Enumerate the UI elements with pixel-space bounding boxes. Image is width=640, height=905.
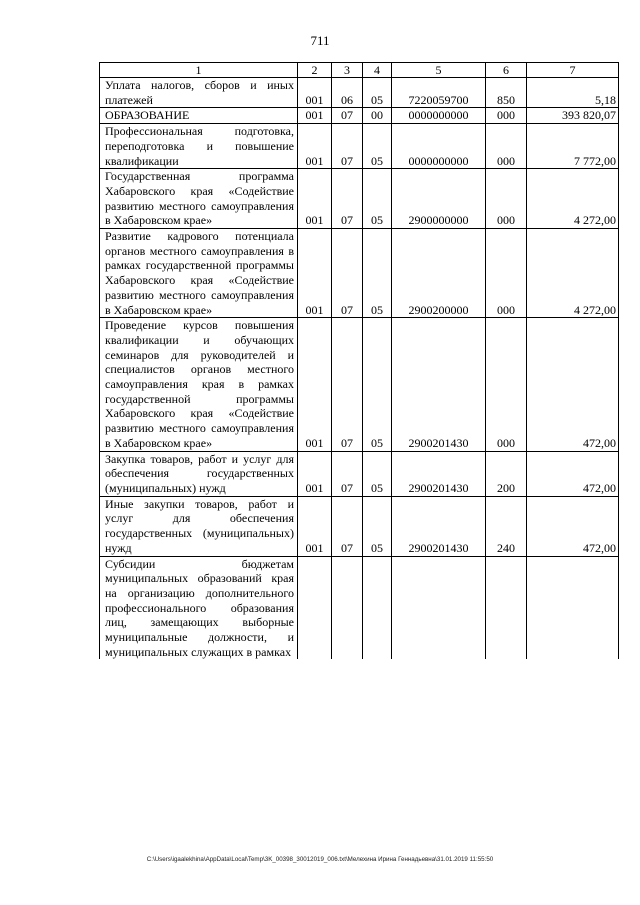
row-amount: 5,18 (527, 78, 619, 108)
header-cell: 2 (298, 63, 332, 78)
row-section: 07 (332, 229, 363, 318)
file-path-footer: C:\Users\igaalekhina\AppData\Local\Temp\3K_00398_30012019_006.txt\Мелехина Ирина Геннадьевна\31.01.2019 11:55:50 (146, 856, 494, 863)
row-admin-code: 001 (298, 318, 332, 451)
row-target-article: 0000000000 (392, 124, 486, 169)
row-subsection (363, 556, 392, 659)
table-row (100, 556, 619, 659)
header-cell: 6 (486, 63, 527, 78)
row-section: 07 (332, 318, 363, 451)
row-admin-code: 001 (298, 124, 332, 169)
row-name: Иные закупки товаров, работ и услуг для обеспечения государственных (муниципальных) нужд (100, 496, 298, 556)
row-section: 06 (332, 78, 363, 108)
table-row (100, 108, 619, 124)
row-amount: 4 272,00 (527, 169, 619, 229)
row-expense-type (486, 556, 527, 659)
table-row (100, 229, 619, 318)
row-admin-code (298, 556, 332, 659)
header-cell: 5 (392, 63, 486, 78)
row-expense-type: 000 (486, 124, 527, 169)
table-row (100, 169, 619, 229)
row-name: Государственная программа Хабаровского края «Содействие развитию местного самоуправления в Хабаровском крае» (100, 169, 298, 229)
row-admin-code: 001 (298, 169, 332, 229)
table-row (100, 78, 619, 108)
header-cell: 7 (527, 63, 619, 78)
row-amount: 472,00 (527, 451, 619, 496)
table-row (100, 318, 619, 451)
row-target-article: 2900201430 (392, 451, 486, 496)
table-row (100, 451, 619, 496)
row-subsection: 05 (363, 318, 392, 451)
page-number: 711 (310, 33, 330, 48)
row-target-article: 2900201430 (392, 318, 486, 451)
row-subsection: 05 (363, 124, 392, 169)
row-amount: 4 272,00 (527, 229, 619, 318)
row-expense-type: 000 (486, 318, 527, 451)
row-name: ОБРАЗОВАНИЕ (100, 108, 298, 124)
row-name: Субсидии бюджетам муниципальных образований края на организацию дополнительного профессионального образования лиц, замещающих выборные муниципальные должности, и муниципальных служащих в рамках (100, 556, 298, 659)
row-admin-code: 001 (298, 451, 332, 496)
row-section: 07 (332, 496, 363, 556)
row-name: Профессиональная подготовка, переподготовка и повышение квалификации (100, 124, 298, 169)
row-target-article: 0000000000 (392, 108, 486, 124)
row-expense-type: 000 (486, 229, 527, 318)
row-target-article: 2900201430 (392, 496, 486, 556)
table-header-row (100, 63, 619, 78)
row-target-article: 2900000000 (392, 169, 486, 229)
row-section (332, 556, 363, 659)
row-amount: 472,00 (527, 496, 619, 556)
row-section: 07 (332, 124, 363, 169)
row-subsection: 00 (363, 108, 392, 124)
row-name: Уплата налогов, сборов и иных платежей (100, 78, 298, 108)
row-section: 07 (332, 451, 363, 496)
row-admin-code: 001 (298, 108, 332, 124)
header-cell: 3 (332, 63, 363, 78)
row-target-article: 7220059700 (392, 78, 486, 108)
row-amount (527, 556, 619, 659)
row-expense-type: 000 (486, 169, 527, 229)
row-section: 07 (332, 169, 363, 229)
table-row (100, 496, 619, 556)
row-subsection: 05 (363, 496, 392, 556)
row-admin-code: 001 (298, 78, 332, 108)
row-target-article (392, 556, 486, 659)
budget-table (99, 62, 619, 659)
row-expense-type: 200 (486, 451, 527, 496)
row-subsection: 05 (363, 451, 392, 496)
row-target-article: 2900200000 (392, 229, 486, 318)
row-expense-type: 850 (486, 78, 527, 108)
header-cell: 4 (363, 63, 392, 78)
table-row (100, 124, 619, 169)
row-amount: 393 820,07 (527, 108, 619, 124)
row-name: Проведение курсов повышения квалификации и обучающих семинаров для руководителей и специалистов органов местного самоуправления края в рамках государственной программы Хабаровского края «Содействие развитию местного самоуправления в Хабаровском крае» (100, 318, 298, 451)
row-amount: 7 772,00 (527, 124, 619, 169)
row-admin-code: 001 (298, 496, 332, 556)
row-expense-type: 000 (486, 108, 527, 124)
row-amount: 472,00 (527, 318, 619, 451)
row-subsection: 05 (363, 169, 392, 229)
header-cell: 1 (100, 63, 298, 78)
row-name: Закупка товаров, работ и услуг для обеспечения государственных (муниципальных) нужд (100, 451, 298, 496)
row-admin-code: 001 (298, 229, 332, 318)
row-subsection: 05 (363, 229, 392, 318)
row-name: Развитие кадрового потенциала органов местного самоуправления в рамках государственной программы Хабаровского края «Содействие развитию местного самоуправления в Хабаровском крае» (100, 229, 298, 318)
row-expense-type: 240 (486, 496, 527, 556)
row-subsection: 05 (363, 78, 392, 108)
row-section: 07 (332, 108, 363, 124)
